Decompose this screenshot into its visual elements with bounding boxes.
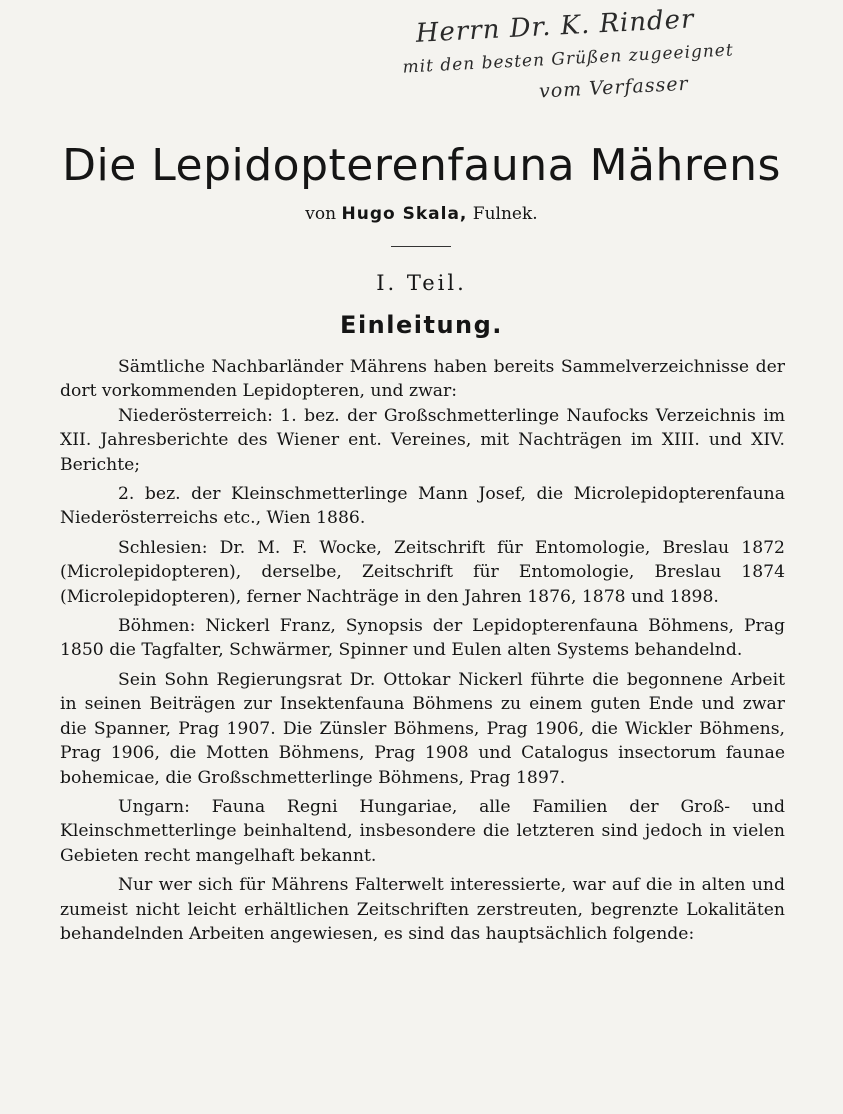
paragraph-5: Böhmen: Nickerl Franz, Synopsis der Lepidopterenfauna Böhmens, Prag 1850 die Tagfalter, Schwärmer, Spinner und Eulen alten Systems behandelnd. [60, 616, 785, 661]
title-divider [391, 246, 451, 247]
paragraph-4: Schlesien: Dr. M. F. Wocke, Zeitschrift für Entomologie, Breslau 1872 (Microlepidopteren), derselbe, Zeitschrift für Entomologie, Breslau 1874 (Microlepidopteren), ferner Nachträge in den Jahren 1876, 1878 und 1898. [60, 537, 785, 607]
paragraph-3: 2. bez. der Kleinschmetterlinge Mann Josef, die Microlepidopterenfauna Niederösterreichs etc., Wien 1886. [60, 484, 785, 529]
document-title: Die Lepidopterenfauna Mährens [62, 140, 781, 191]
paragraph-1: Sämtliche Nachbarländer Mährens haben bereits Sammelverzeichnisse der dort vorkommenden Lepidopteren, und zwar: [60, 357, 785, 402]
byline-prefix: von [305, 204, 337, 224]
part-heading: I. Teil. [376, 271, 467, 295]
paragraph-2: Niederösterreich: 1. bez. der Großschmetterlinge Naufocks Verzeichnis im XII. Jahresberichte des Wiener ent. Vereines, mit Nachträgen im XIII. und XIV. Berichte; [60, 405, 785, 475]
paragraph-6: Sein Sohn Regierungsrat Dr. Ottokar Nickerl führte die begonnene Arbeit in seinen Beiträgen zur Insektenfauna Böhmens zu einem guten Ende und zwar die Spanner, Prag 1907. Die Zünsler Böhmens, Prag 1906, die Wickler Böhmens, Prag 1906, die Motten Böhmens, Prag 1908 und Catalogus insectorum faunae bohemicae, die Großschmetterlinge Böhmens, Prag 1897. [60, 669, 785, 788]
dedication-line-1: Herrn Dr. K. Rinder [415, 4, 696, 49]
handwritten-dedication [395, 0, 820, 118]
dedication-line-3: vom Verfasser [538, 72, 690, 103]
paragraph-7: Ungarn: Fauna Regni Hungariae, alle Familien der Groß- und Kleinschmetterlinge beinhaltend, insbesondere die letzteren sind jedoch in vielen Gebieten recht mangelhaft bekannt. [60, 796, 785, 866]
byline [0, 204, 843, 224]
section-heading: Einleitung. [340, 311, 503, 339]
author-name: Hugo Skala, [341, 204, 468, 224]
dedication-line-2: mit den besten Grüßen zugeeignet [402, 40, 735, 78]
paragraph-8: Nur wer sich für Mährens Falterwelt interessierte, war auf die in alten und zumeist nicht leicht erhältlichen Zeitschriften zerstreuten, begrenzte Lokalitäten behandelnden Arbeiten angewiesen, es sind das hauptsächlich folgende: [60, 875, 785, 944]
body-text [60, 355, 785, 946]
author-place: Fulnek. [472, 204, 538, 224]
